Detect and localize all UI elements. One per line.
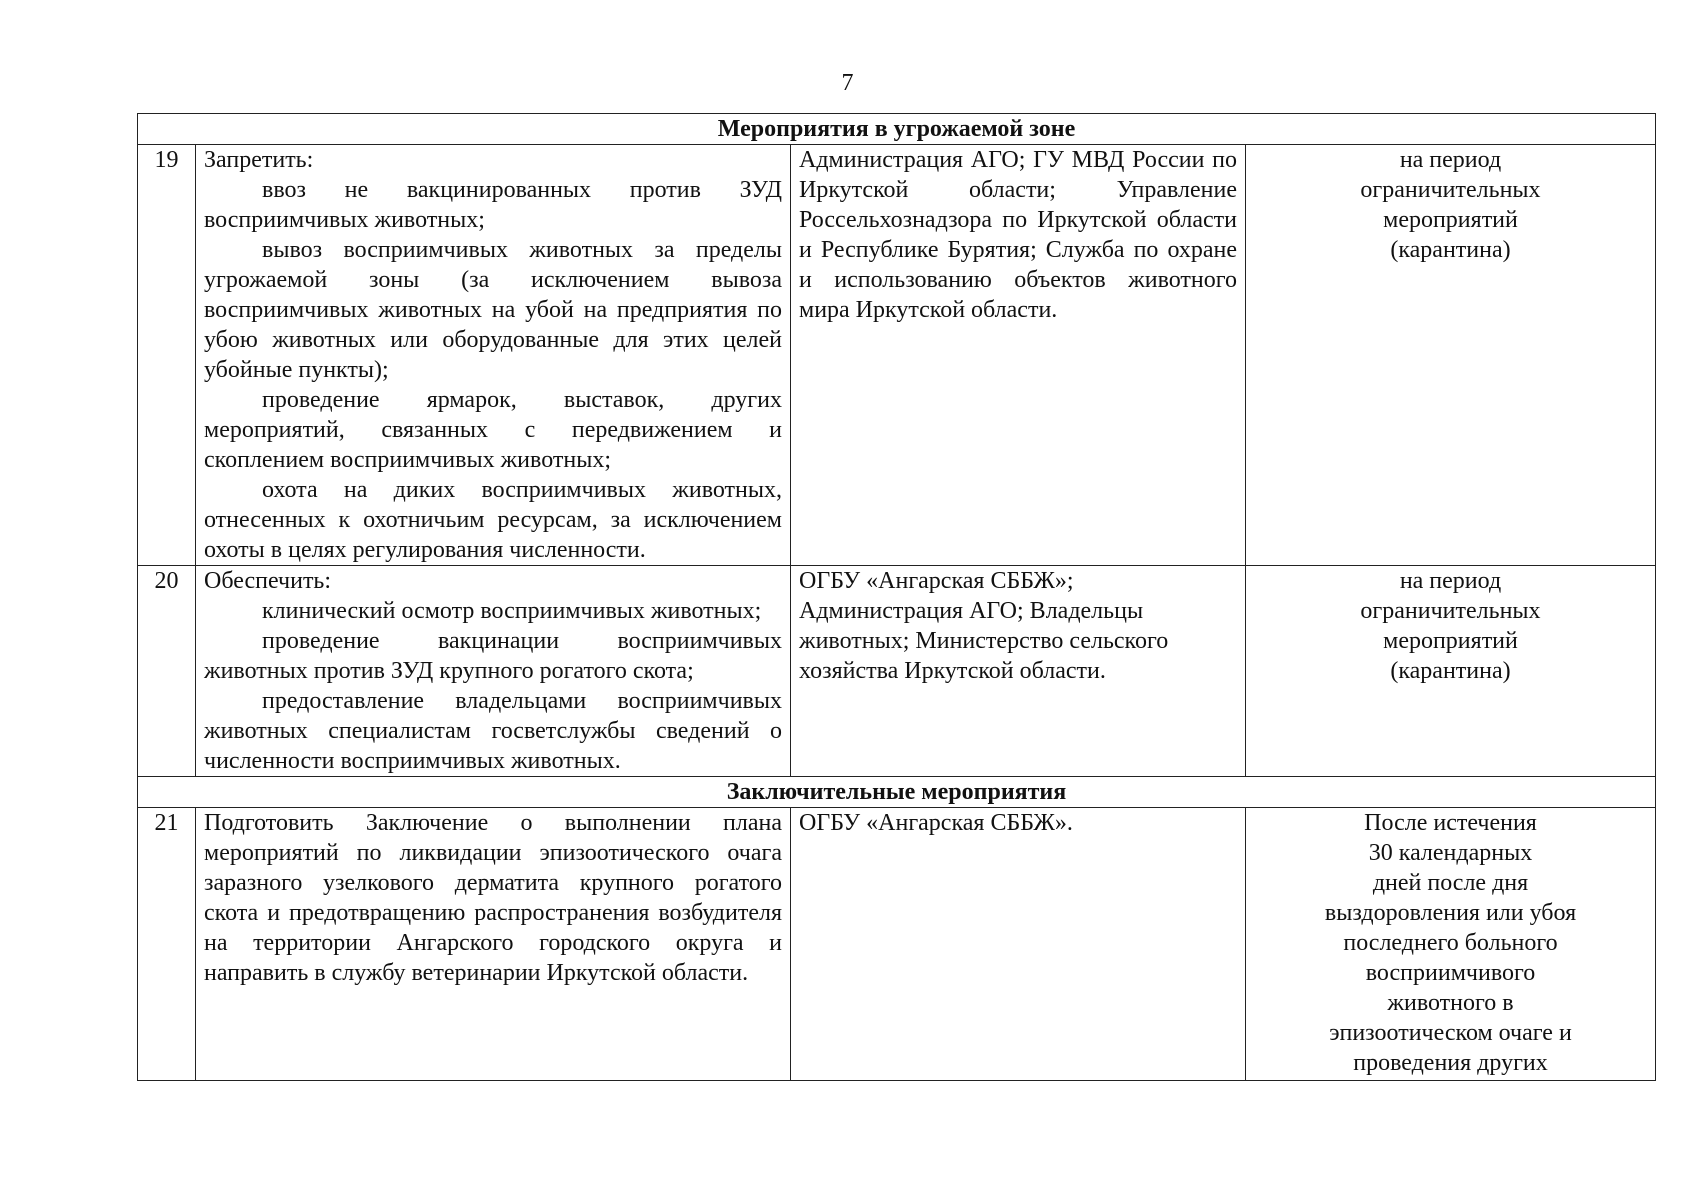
term-line: (карантина): [1390, 658, 1511, 684]
task-cell: [196, 145, 791, 566]
task-item: ввоз не вакцинированных против ЗУД восприимчивых животных;: [204, 177, 782, 233]
responsible-cell: Администрация АГО; ГУ МВД России по Иркутской области; Управление Россельхознадзора по Иркутской области и Республике Бурятия; Служба по охране и использованию объектов животного мира Иркутской области.: [791, 145, 1246, 566]
section-header-row: [138, 114, 1656, 145]
task-item: вывоз восприимчивых животных за пределы угрожаемой зоны (за исключением вывоза восприимчивых животных на убой на предприятия по убою животных или оборудованные для этих целей убойные пункты);: [204, 237, 782, 383]
term-line: восприимчивого: [1365, 960, 1536, 986]
section-title-threatened-zone: Мероприятия в угрожаемой зоне: [138, 114, 1656, 145]
row-number: 19: [138, 145, 196, 566]
task-item: проведение вакцинации восприимчивых животных против ЗУД крупного рогатого скота;: [204, 628, 782, 684]
term-cell: [1246, 808, 1656, 1081]
term-line: 30 календарных: [1368, 840, 1533, 866]
term-line: последнего больного: [1343, 930, 1558, 956]
task-cell: [196, 566, 791, 777]
table-row: [138, 808, 1656, 1081]
task-item: охота на диких восприимчивых животных, отнесенных к охотничьим ресурсам, за исключением охоты в целях регулирования численности.: [204, 477, 782, 563]
term-line: дней после дня: [1372, 870, 1529, 896]
section-header-row: [138, 777, 1656, 808]
term-cell: [1246, 145, 1656, 566]
term-line: ограничительных: [1360, 598, 1541, 624]
term-line: животного в: [1387, 990, 1514, 1016]
term-line: После истечения: [1364, 810, 1537, 836]
row-number: 20: [138, 566, 196, 777]
table-row: [138, 145, 1656, 566]
task-item: клинический осмотр восприимчивых животных;: [262, 598, 762, 624]
term-line: ограничительных: [1360, 177, 1541, 203]
task-item: проведение ярмарок, выставок, других мероприятий, связанных с передвижением и скоплением восприимчивых животных;: [204, 387, 782, 473]
term-line: на период: [1399, 568, 1502, 594]
table-row: [138, 566, 1656, 777]
term-cell: [1246, 566, 1656, 777]
page-number: 7: [841, 70, 854, 96]
term-line: мероприятий: [1383, 628, 1518, 654]
measures-table: [137, 113, 1656, 1081]
task-lead: Обеспечить:: [204, 568, 332, 594]
term-line: проведения других: [1353, 1050, 1548, 1076]
term-line: мероприятий: [1383, 207, 1518, 233]
task-item: предоставление владельцами восприимчивых животных специалистам госветслужбы сведений о численности восприимчивых животных.: [204, 688, 782, 774]
task-cell: Подготовить Заключение о выполнении плана мероприятий по ликвидации эпизоотического очага заразного узелкового дерматита крупного рогатого скота и предотвращению распространения возбудителя на территории Ангарского городского округа и направить в службу ветеринарии Иркутской области.: [196, 808, 791, 1081]
section-title-final: Заключительные мероприятия: [138, 777, 1656, 808]
term-line: выздоровления или убоя: [1324, 900, 1577, 926]
term-line: (карантина): [1390, 237, 1511, 263]
responsible-cell: ОГБУ «Ангарская СББЖ».: [791, 808, 1246, 1081]
term-line: на период: [1399, 147, 1502, 173]
task-lead: Запретить:: [204, 147, 314, 173]
term-line: эпизоотическом очаге и: [1329, 1020, 1572, 1046]
row-number: 21: [138, 808, 196, 1081]
responsible-cell: ОГБУ «Ангарская СББЖ»; Администрация АГО; Владельцы животных; Министерство сельского хозяйства Иркутской области.: [791, 566, 1246, 777]
